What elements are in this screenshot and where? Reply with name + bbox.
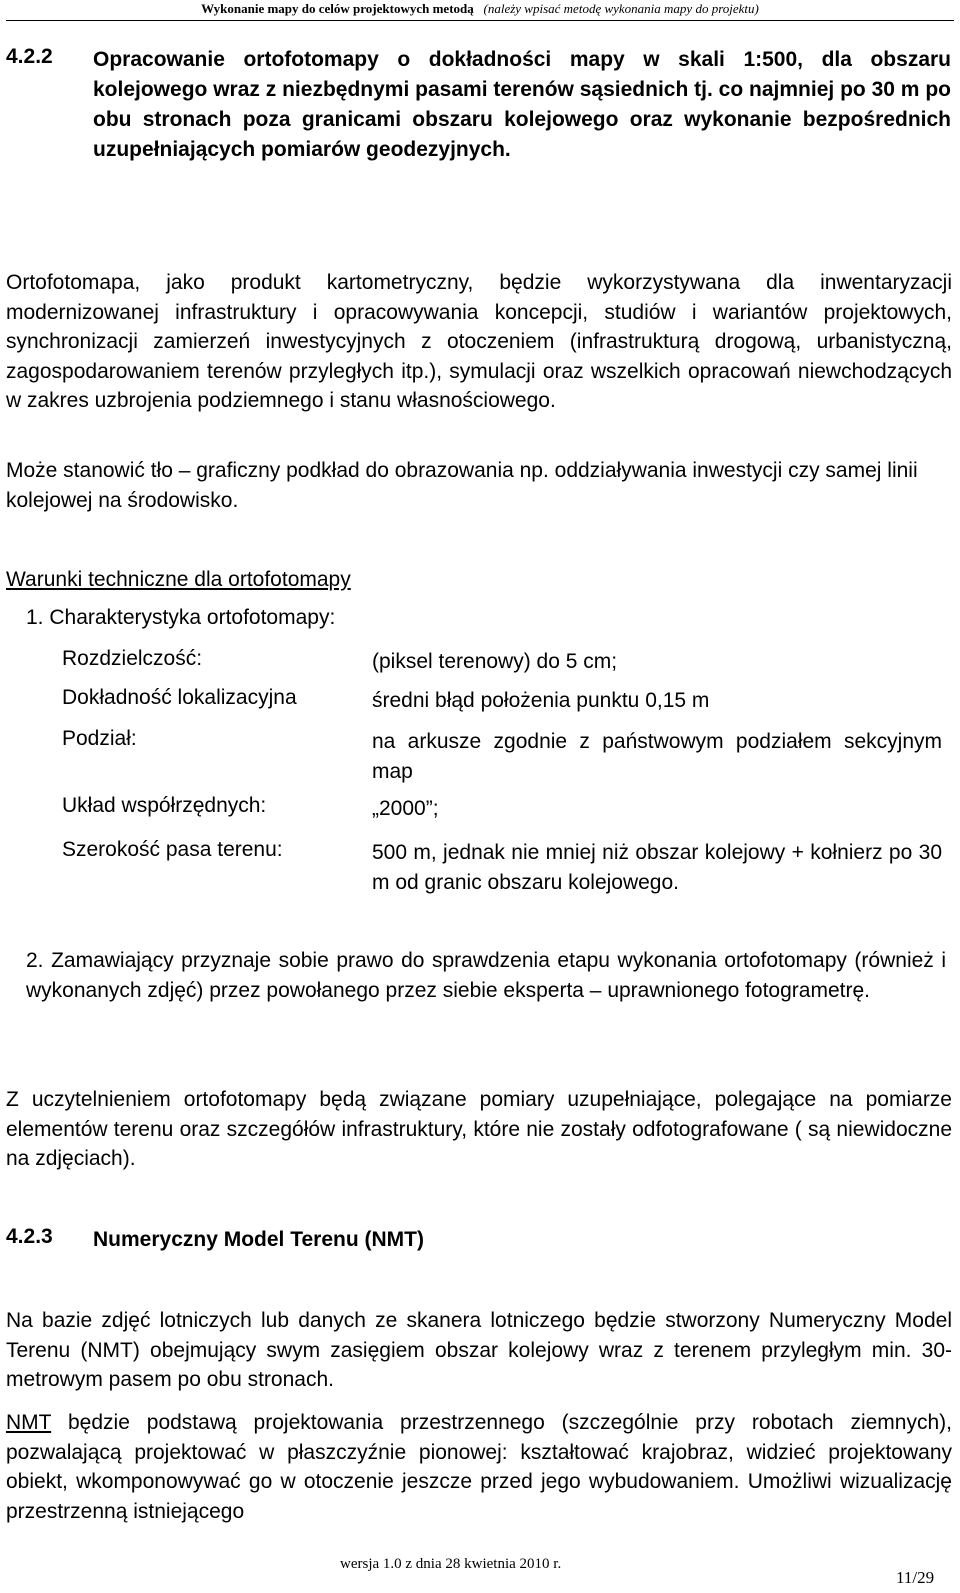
paragraph-supplementary-measurements: Z uczytelnieniem ortofotomapy będą związane pomiary uzupełniające, polegające na pomiarze elementów terenu oraz szczegółów infrastruktury, które nie zostały odfotografowane ( są niewidoczne na zdjęciach). xyxy=(6,1088,952,1170)
conditions-heading: Warunki techniczne dla ortofotomapy xyxy=(6,568,351,591)
paragraph-background-use: Może stanowić tło – graficzny podkład do obrazowania np. oddziaływania inwestycji czy samej linii kolejowej na środowisko. xyxy=(6,459,918,512)
page-footer xyxy=(0,1548,960,1593)
section-number-nmt: 4.2.3 xyxy=(6,1225,53,1248)
list-item-inspection-right: 2. Zamawiający przyznaje sobie prawo do sprawdzenia etapu wykonania ortofotomapy (również i wykonanych zdjęć) przez powołanego przez siebie eksperta – uprawnionego fotogrametrę. xyxy=(26,949,946,1002)
section-number: 4.2.2 xyxy=(6,45,53,68)
header-note: (należy wpisać metodę wykonania mapy do projektu) xyxy=(483,1,759,16)
list-item-characteristics: 1. Charakterystyka ortofotomapy: xyxy=(26,606,336,629)
spec-label-division: Podział: xyxy=(62,727,137,750)
spec-value-division: na arkusze zgodnie z państwowym podziałem sekcyjnym map xyxy=(372,730,942,783)
spec-value-resolution: (piksel terenowy) do 5 cm; xyxy=(372,650,618,673)
footer-version: wersja 1.0 z dnia 28 kwietnia 2010 r. xyxy=(340,1556,562,1572)
spec-label-coordinates: Układ współrzędnych: xyxy=(62,794,267,817)
spec-value-coordinates: „2000”; xyxy=(372,797,439,820)
nmt-purpose-text: będzie podstawą projektowania przestrzennego (szczególnie przy robotach ziemnych), pozwalającą projektować w płaszczyźnie pionowej: kształtować krajobraz, widzieć projektowany obiekt, wkomponowywać go w otoczenie jeszcze przed jego wybudowaniem. Umożliwi wizualizację przestrzenną istniejącego xyxy=(6,1411,952,1523)
page-header xyxy=(0,0,960,26)
spec-label-strip-width: Szerokość pasa terenu: xyxy=(62,838,283,861)
section-title: Opracowanie ortofotomapy o dokładności mapy w skali 1:500, dla obszaru kolejowego wraz z niezbędnymi pasami terenów sąsiednich tj. co najmniej po 30 m po obu stronach poza granicami obszaru kolejowego oraz wykonanie bezpośrednich uzupełniających pomiarów geodezyjnych. xyxy=(93,48,951,161)
spec-label-accuracy: Dokładność lokalizacyjna xyxy=(62,686,297,709)
paragraph-ortofotomapa-usage: Ortofotomapa, jako produkt kartometryczny, będzie wykorzystywana dla inwentaryzacji modernizowanej infrastruktury i opracowywania koncepcji, studiów i wariantów projektowych, synchronizacji zamierzeń inwestycyjnych z otoczeniem (infrastrukturą drogową, urbanistyczną, zagospodarowaniem terenów przyległych itp.), symulacji oraz wszelkich opracowań niewchodzących w zakres uzbrojenia podziemnego i stanu własnościowego. xyxy=(6,271,952,412)
paragraph-nmt-purpose xyxy=(6,1408,952,1526)
spec-value-strip-width: 500 m, jednak nie mniej niż obszar kolejowy + kołnierz po 30 m od granic obszaru kolejowego. xyxy=(372,841,942,894)
header-divider xyxy=(6,20,954,21)
section-title-nmt: Numeryczny Model Terenu (NMT) xyxy=(93,1228,424,1251)
nmt-term: NMT xyxy=(6,1411,52,1434)
header-title: Wykonanie mapy do celów projektowych metodą xyxy=(201,1,474,16)
spec-value-accuracy: średni błąd położenia punktu 0,15 m xyxy=(372,689,710,712)
paragraph-nmt-creation: Na bazie zdjęć lotniczych lub danych ze skanera lotniczego będzie stworzony Numeryczny Model Terenu (NMT) obejmujący swym zasięgiem obszar kolejowy wraz z terenem przyległym min. 30-metrowym pasem po obu stronach. xyxy=(6,1309,952,1391)
page-number: 11/29 xyxy=(896,1568,935,1587)
spec-label-resolution: Rozdzielczość: xyxy=(62,647,203,670)
